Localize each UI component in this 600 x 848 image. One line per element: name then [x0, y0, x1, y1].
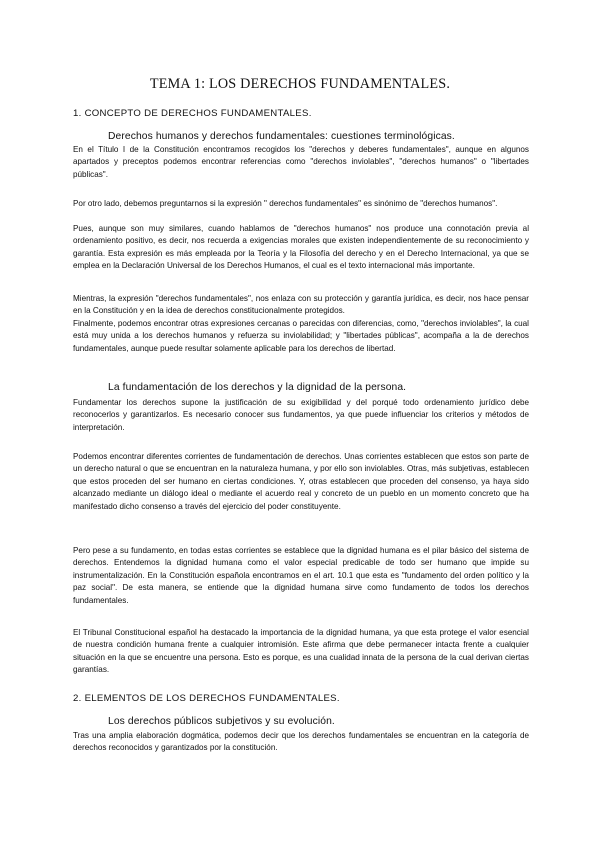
paragraph-otras-expresiones: Finalmente, podemos encontrar otras expresiones cercanas o parecidas con diferencias, como, "derechos inviolables", la cual está muy unida a los derechos humanos y refuerza su inviolabilidad; y "libertades públicas", acompaña a la de derechos fundamentales, aunque puede resultar solamente aplicable para los derechos de libertad. — [73, 319, 529, 353]
paragraph-tribunal-constitucional: El Tribunal Constitucional español ha destacado la importancia de la dignidad humana, ya que esta protege el valor esencial de nuestra condición humana frente a cualquier intromisión. Este afirma que debe permanecer intacta frente a cualquier situación en la que se encuentre una persona. Esto es porque, es una cualidad innata de la persona de la cual derivan ciertas garantías. — [73, 628, 529, 675]
page-title: TEMA 1: LOS DERECHOS FUNDAMENTALES. — [149, 76, 451, 92]
paragraph-derechos-humanos: Pues, aunque son muy similares, cuando hablamos de "derechos humanos" nos produce una connotación previa al ordenamiento positivo, es decir, nos recuerda a exigencias morales que existen independientemente de su reconocimiento y garantía. Esta expresión es más empleada por la Teoría y la Filosofía del derecho y en el Derecho Internacional, ya que se emplea en la Declaración Universal de los Derechos Humanos, el cual es el texto internacional más importante. — [73, 224, 529, 271]
paragraph-elaboracion-dogmatica: Tras una amplia elaboración dogmática, podemos decir que los derechos fundamentales se encuentran en la categoría de derechos reconocidos y garantizados por la constitución. — [73, 731, 529, 753]
section-2-heading: 2. ELEMENTOS DE LOS DERECHOS FUNDAMENTALES. — [73, 693, 340, 704]
subsection-terminology-heading: Derechos humanos y derechos fundamentales: cuestiones terminológicas. — [108, 131, 455, 142]
paragraph-dignidad-humana: Pero pese a su fundamento, en todas estas corrientes se establece que la dignidad humana es el pilar básico del sistema de derechos. Entendemos la dignidad humana como el valor especial predicable de todo ser humano que impide su instrumentalización. En la Constitución española encontramos en el art. 10.1 que esta es "fundamento del orden político y la paz social". De esta manera, se entiende que la dignidad humana sirve como fundamento de todos los derechos fundamentales. — [73, 546, 529, 605]
paragraph-sinonimo: Por otro lado, debemos preguntarnos si la expresión " derechos fundamentales" es sinónimo de "derechos humanos". — [73, 199, 498, 208]
paragraph-fundamentar: Fundamentar los derechos supone la justificación de su exigibilidad y del porqué todo ordenamiento jurídico debe reconocerlos y garantizarlos. Es necesario conocer sus fundamentos, ya que puede influenciar los criterios y métodos de interpretación. — [73, 398, 529, 432]
paragraph-derechos-fundamentales: Mientras, la expresión "derechos fundamentales", nos enlaza con su protección y garantía jurídica, es decir, nos hace pensar en la Constitución y en la idea de derechos constitucionalmente protegidos. — [73, 294, 529, 316]
subsection-fundamentacion-heading: La fundamentación de los derechos y la dignidad de la persona. — [108, 382, 407, 393]
subsection-derechos-publicos-heading: Los derechos públicos subjetivos y su evolución. — [108, 716, 335, 727]
paragraph-corrientes: Podemos encontrar diferentes corrientes de fundamentación de derechos. Unas corrientes establecen que estos son parte de un derecho natural o que se encuentran en la naturaleza humana, y por ello son inviolables. Otras, más subjetivas, establecen que estos proceden del ser humano en ciertas condiciones. Y, otras establecen que proceden del consenso, ya haya sido alcanzado mediante un diálogo ideal o mediante el acuerdo real y concreto de un pueblo en un momento concreto que ha manifestado dicho consenso a través del ejercicio del poder constituyente. — [73, 452, 529, 511]
paragraph-titulo-i: En el Título I de la Constitución encontramos recogidos los "derechos y deberes fundamentales", aunque en algunos apartados y preceptos podemos encontrar referencias como "derechos inviolables", "derechos humanos" o "libertades públicas". — [73, 145, 529, 179]
section-1-heading: 1. CONCEPTO DE DERECHOS FUNDAMENTALES. — [73, 108, 312, 119]
